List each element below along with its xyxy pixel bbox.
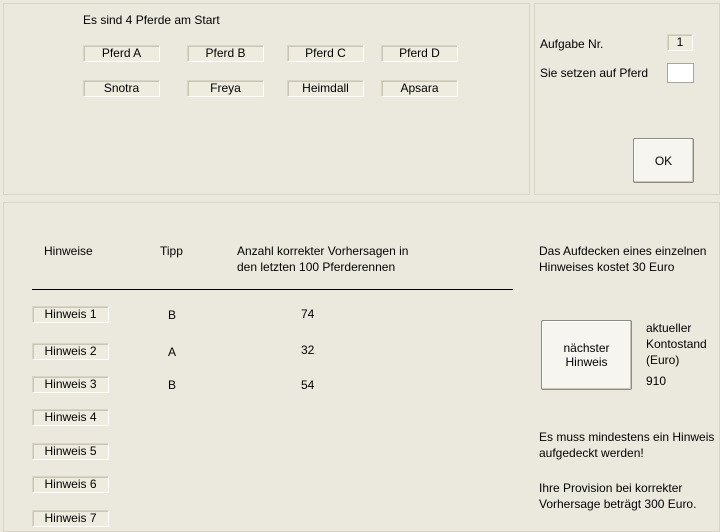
count-column-header-line2: den letzten 100 Pferderennen (237, 260, 396, 274)
horse-letter-a: Pferd A (83, 45, 160, 62)
count-column-header-line1: Anzahl korrekter Vorhersagen in (237, 244, 409, 258)
bet-label: Sie setzen auf Pferd (540, 66, 649, 80)
hint-button-1[interactable]: Hinweis 1 (32, 306, 109, 323)
horse-letter-c: Pferd C (287, 45, 364, 62)
horses-panel (3, 3, 530, 195)
balance-label-line1: aktueller (646, 321, 692, 335)
cost-info-line2: Hinweises kostet 30 Euro (539, 260, 675, 274)
horse-name-a: Snotra (83, 80, 160, 97)
horses-heading: Es sind 4 Pferde am Start (83, 13, 220, 27)
next-hint-label-line1: nächster (563, 341, 610, 355)
balance-label-line2: Kontostand (646, 337, 707, 351)
cost-info-line1: Das Aufdecken eines einzelnen (539, 244, 707, 258)
commission-line1: Ihre Provision bei korrekter (539, 481, 683, 495)
hint-button-6[interactable]: Hinweis 6 (32, 476, 109, 493)
horse-letter-b: Pferd B (187, 45, 264, 62)
hint-button-2[interactable]: Hinweis 2 (32, 343, 109, 360)
hint-button-5[interactable]: Hinweis 5 (32, 443, 109, 460)
hint-count-1: 74 (301, 307, 315, 321)
warning-line1: Es muss mindestens ein Hinweis (539, 430, 715, 444)
hint-tip-2: A (168, 345, 177, 359)
balance-value: 910 (646, 374, 667, 388)
hint-count-2: 32 (301, 343, 315, 357)
balance-label-line3: (Euro) (646, 353, 680, 367)
hint-button-3[interactable]: Hinweis 3 (32, 376, 109, 393)
next-hint-label-line2: Hinweis (565, 355, 608, 369)
tip-column-header: Tipp (160, 244, 183, 258)
hints-column-header: Hinweise (44, 244, 93, 258)
horse-letter-d: Pferd D (381, 45, 458, 62)
task-label: Aufgabe Nr. (540, 37, 604, 51)
header-separator (32, 289, 513, 290)
warning-line2: aufgedeckt werden! (539, 446, 644, 460)
bet-input[interactable] (667, 63, 694, 83)
hint-button-7[interactable]: Hinweis 7 (32, 510, 109, 527)
commission-line2: Vorhersage beträgt 300 Euro. (539, 497, 697, 511)
task-number: 1 (667, 34, 693, 51)
task-panel (534, 3, 720, 195)
horse-name-c: Heimdall (287, 80, 364, 97)
hints-panel (3, 202, 720, 532)
horse-name-b: Freya (187, 80, 264, 97)
hint-button-4[interactable]: Hinweis 4 (32, 409, 109, 426)
hint-tip-1: B (168, 308, 177, 322)
ok-button[interactable]: OK (633, 138, 694, 183)
hint-tip-3: B (168, 378, 177, 392)
next-hint-button[interactable] (541, 320, 632, 390)
hint-count-3: 54 (301, 378, 315, 392)
horse-name-d: Apsara (381, 80, 458, 97)
